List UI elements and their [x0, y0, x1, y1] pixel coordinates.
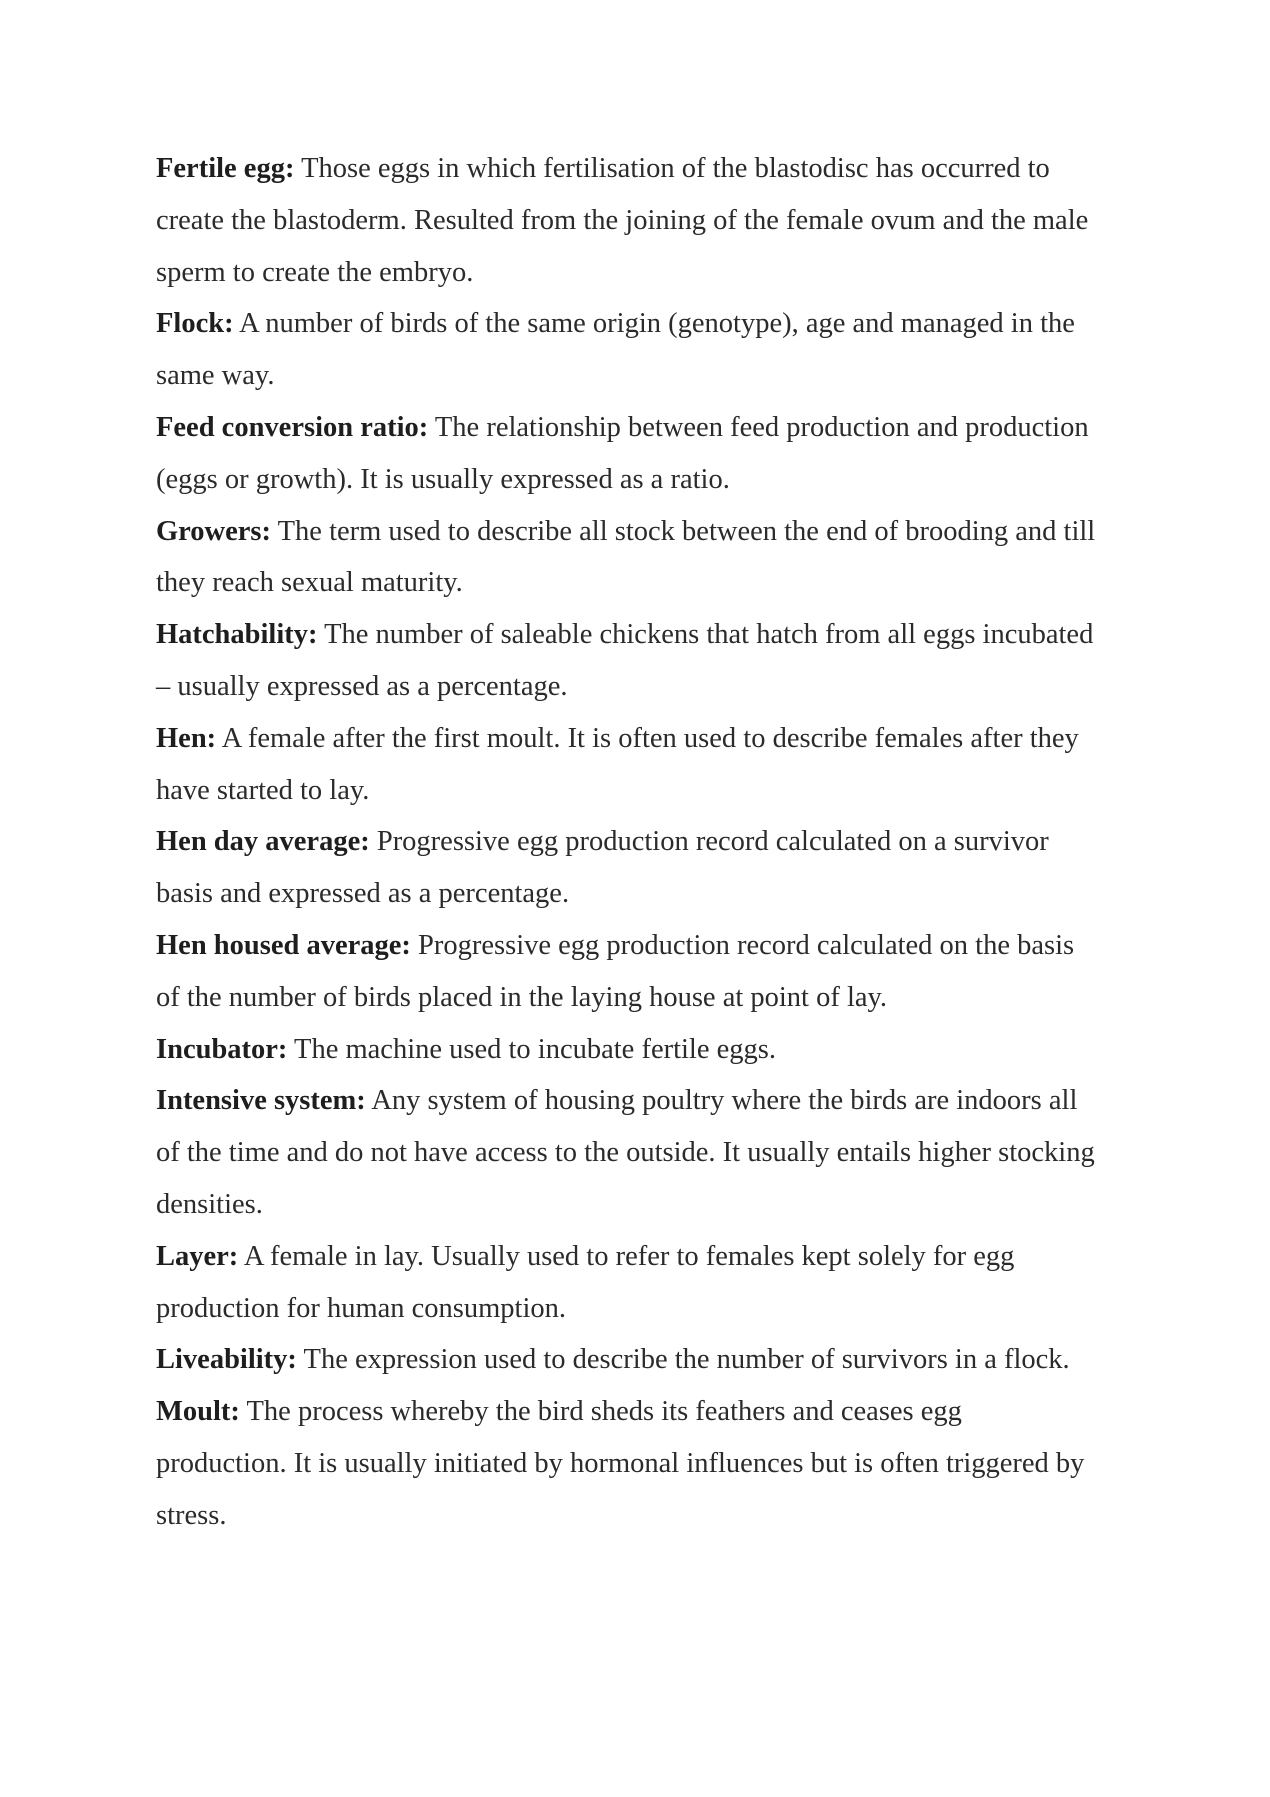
glossary-term: Hen housed average: [156, 929, 411, 961]
glossary-term: Hen day average: [156, 826, 370, 858]
glossary-definition: The number of saleable chickens that hatch from all eggs incubated – usually expressed as a percentage. [156, 619, 1094, 702]
glossary-entry-incubator [156, 1024, 1096, 1076]
glossary-entry-moult [156, 1386, 1096, 1541]
glossary-term: Moult: [156, 1396, 240, 1428]
glossary-page [156, 143, 1096, 1542]
glossary-definition: Progressive egg production record calculated on the basis of the number of birds placed in the laying house at point of lay. [156, 929, 1075, 1013]
glossary-term: Intensive system: [156, 1085, 366, 1117]
glossary-term: Flock: [156, 308, 234, 340]
glossary-entry-liveability [156, 1334, 1096, 1386]
glossary-entry-hen-day-average [156, 816, 1096, 920]
glossary-definition: Any system of housing poultry where the birds are indoors all of the time and do not have access to the outside. It usually entails higher stocking densities. [156, 1085, 1095, 1220]
glossary-definition: The machine used to incubate fertile eggs. [287, 1033, 776, 1065]
glossary-definition: The relationship between feed production and production (eggs or growth). It is usually expressed as a ratio. [156, 411, 1089, 495]
glossary-definition: A number of birds of the same origin (genotype), age and managed in the same way. [156, 308, 1075, 392]
glossary-definition: A female in lay. Usually used to refer to females kept solely for egg production for human consumption. [156, 1240, 1015, 1324]
glossary-entry-growers [156, 506, 1096, 610]
glossary-term: Hatchability: [156, 619, 318, 651]
glossary-entry-layer [156, 1231, 1096, 1335]
glossary-definition: Those eggs in which fertilisation of the blastodisc has occurred to create the blastoderm. Resulted from the joining of the female ovum and the male sperm to create the embryo. [156, 153, 1089, 288]
glossary-term: Fertile egg: [156, 153, 295, 184]
glossary-definition: The expression used to describe the number of survivors in a flock. [296, 1344, 1070, 1376]
glossary-term: Feed conversion ratio: [156, 411, 429, 443]
glossary-entry-intensive-system [156, 1075, 1096, 1230]
glossary-term: Liveability: [156, 1344, 297, 1376]
glossary-entry-hen-housed-average [156, 920, 1096, 1024]
glossary-definition: A female after the first moult. It is often used to describe females after they have started to lay. [156, 722, 1079, 806]
glossary-entry-fertile-egg [156, 143, 1096, 298]
glossary-term: Growers: [156, 515, 272, 547]
glossary-entry-hatchability [156, 609, 1096, 713]
glossary-entry-hen [156, 713, 1096, 817]
glossary-definition: Progressive egg production record calculated on a survivor basis and expressed as a percentage. [156, 826, 1049, 910]
glossary-term: Incubator: [156, 1033, 288, 1065]
glossary-definition: The term used to describe all stock between the end of brooding and till they reach sexual maturity. [156, 515, 1096, 599]
glossary-term: Layer: [156, 1240, 239, 1272]
glossary-term: Hen: [156, 722, 217, 754]
glossary-definition: The process whereby the bird sheds its feathers and ceases egg production. It is usually initiated by hormonal influences but is often triggered by stress. [156, 1396, 1085, 1531]
glossary-entry-feed-conversion-ratio [156, 402, 1096, 506]
glossary-entry-flock [156, 298, 1096, 402]
